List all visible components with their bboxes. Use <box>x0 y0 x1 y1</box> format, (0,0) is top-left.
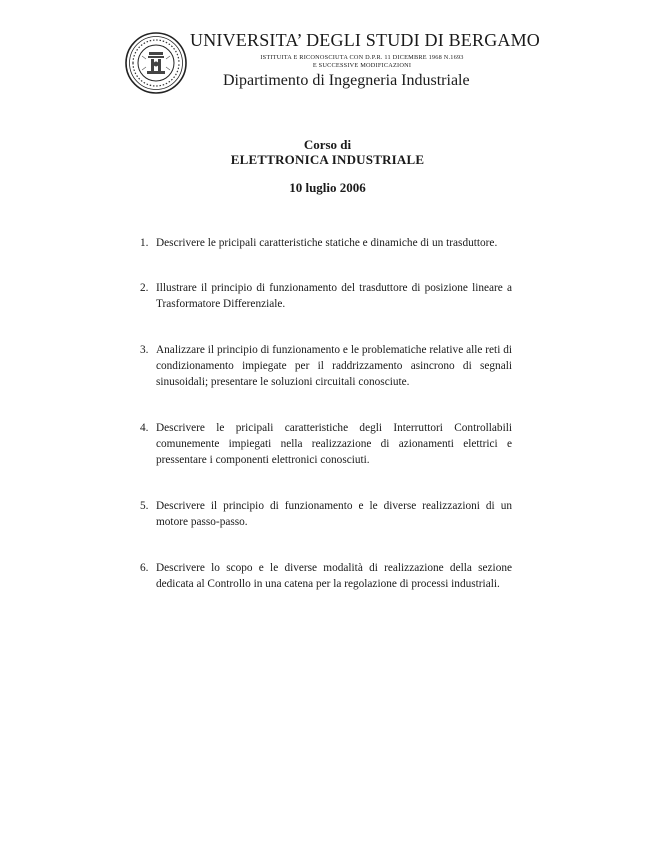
letterhead <box>125 30 545 100</box>
question-text: Descrivere lo scopo e le diverse modalità di realizzazione della sezione dedicata al Controllo in una catena per la regolazione di processi industriali. <box>156 562 512 590</box>
question-number: 5. <box>140 500 149 512</box>
legal-notice-line-2: E SUCCESSIVE MODIFICAZIONI <box>312 62 412 69</box>
university-name: UNIVERSITA’ DEGLI STUDI DI BERGAMO <box>190 30 540 50</box>
question-text: Descrivere le pricipali caratteristiche degli Interruttori Controllabili comunemente impiegati nella realizzazione di azionamenti elettrici e pressentare i componenti elettronici conosciuti. <box>156 422 512 466</box>
question-item <box>140 280 512 312</box>
question-item <box>140 498 512 530</box>
question-text: Descrivere le pricipali caratteristiche statiche e dinamiche di un trasduttore. <box>156 237 498 249</box>
exam-date: 10 luglio 2006 <box>289 180 366 195</box>
question-item <box>140 342 512 390</box>
question-number: 4. <box>140 422 149 434</box>
department-name: Dipartimento di Ingegneria Industriale <box>223 72 470 89</box>
question-item <box>140 235 512 251</box>
legal-notice-line-1: ISTITUITA E RICONOSCIUTA CON D.P.R. 11 DICEMBRE 1968 N.1693 <box>260 54 464 61</box>
legal-notice <box>217 54 507 70</box>
question-number: 6. <box>140 562 149 574</box>
question-number: 2. <box>140 282 149 294</box>
course-label: Corso di <box>303 137 352 152</box>
question-number: 1. <box>140 237 149 249</box>
course-name: ELETTRONICA INDUSTRIALE <box>230 152 425 167</box>
question-number: 3. <box>140 344 149 356</box>
university-seal-icon <box>125 32 187 94</box>
question-item <box>140 560 512 592</box>
question-item <box>140 420 512 468</box>
question-list <box>140 235 512 592</box>
question-text: Descrivere il principio di funzionamento e le diverse realizzazioni di un motore passo-passo. <box>156 500 512 528</box>
question-text: Analizzare il principio di funzionamento e le problematiche relative alle reti di condizionamento impiegate per il raddrizzamento asincrono di segnali sinusoidali; presentare le soluzioni circuitali conosciute. <box>156 344 512 388</box>
question-text: Illustrare il principio di funzionamento del trasduttore di posizione lineare a Trasformatore Differenziale. <box>156 282 512 310</box>
